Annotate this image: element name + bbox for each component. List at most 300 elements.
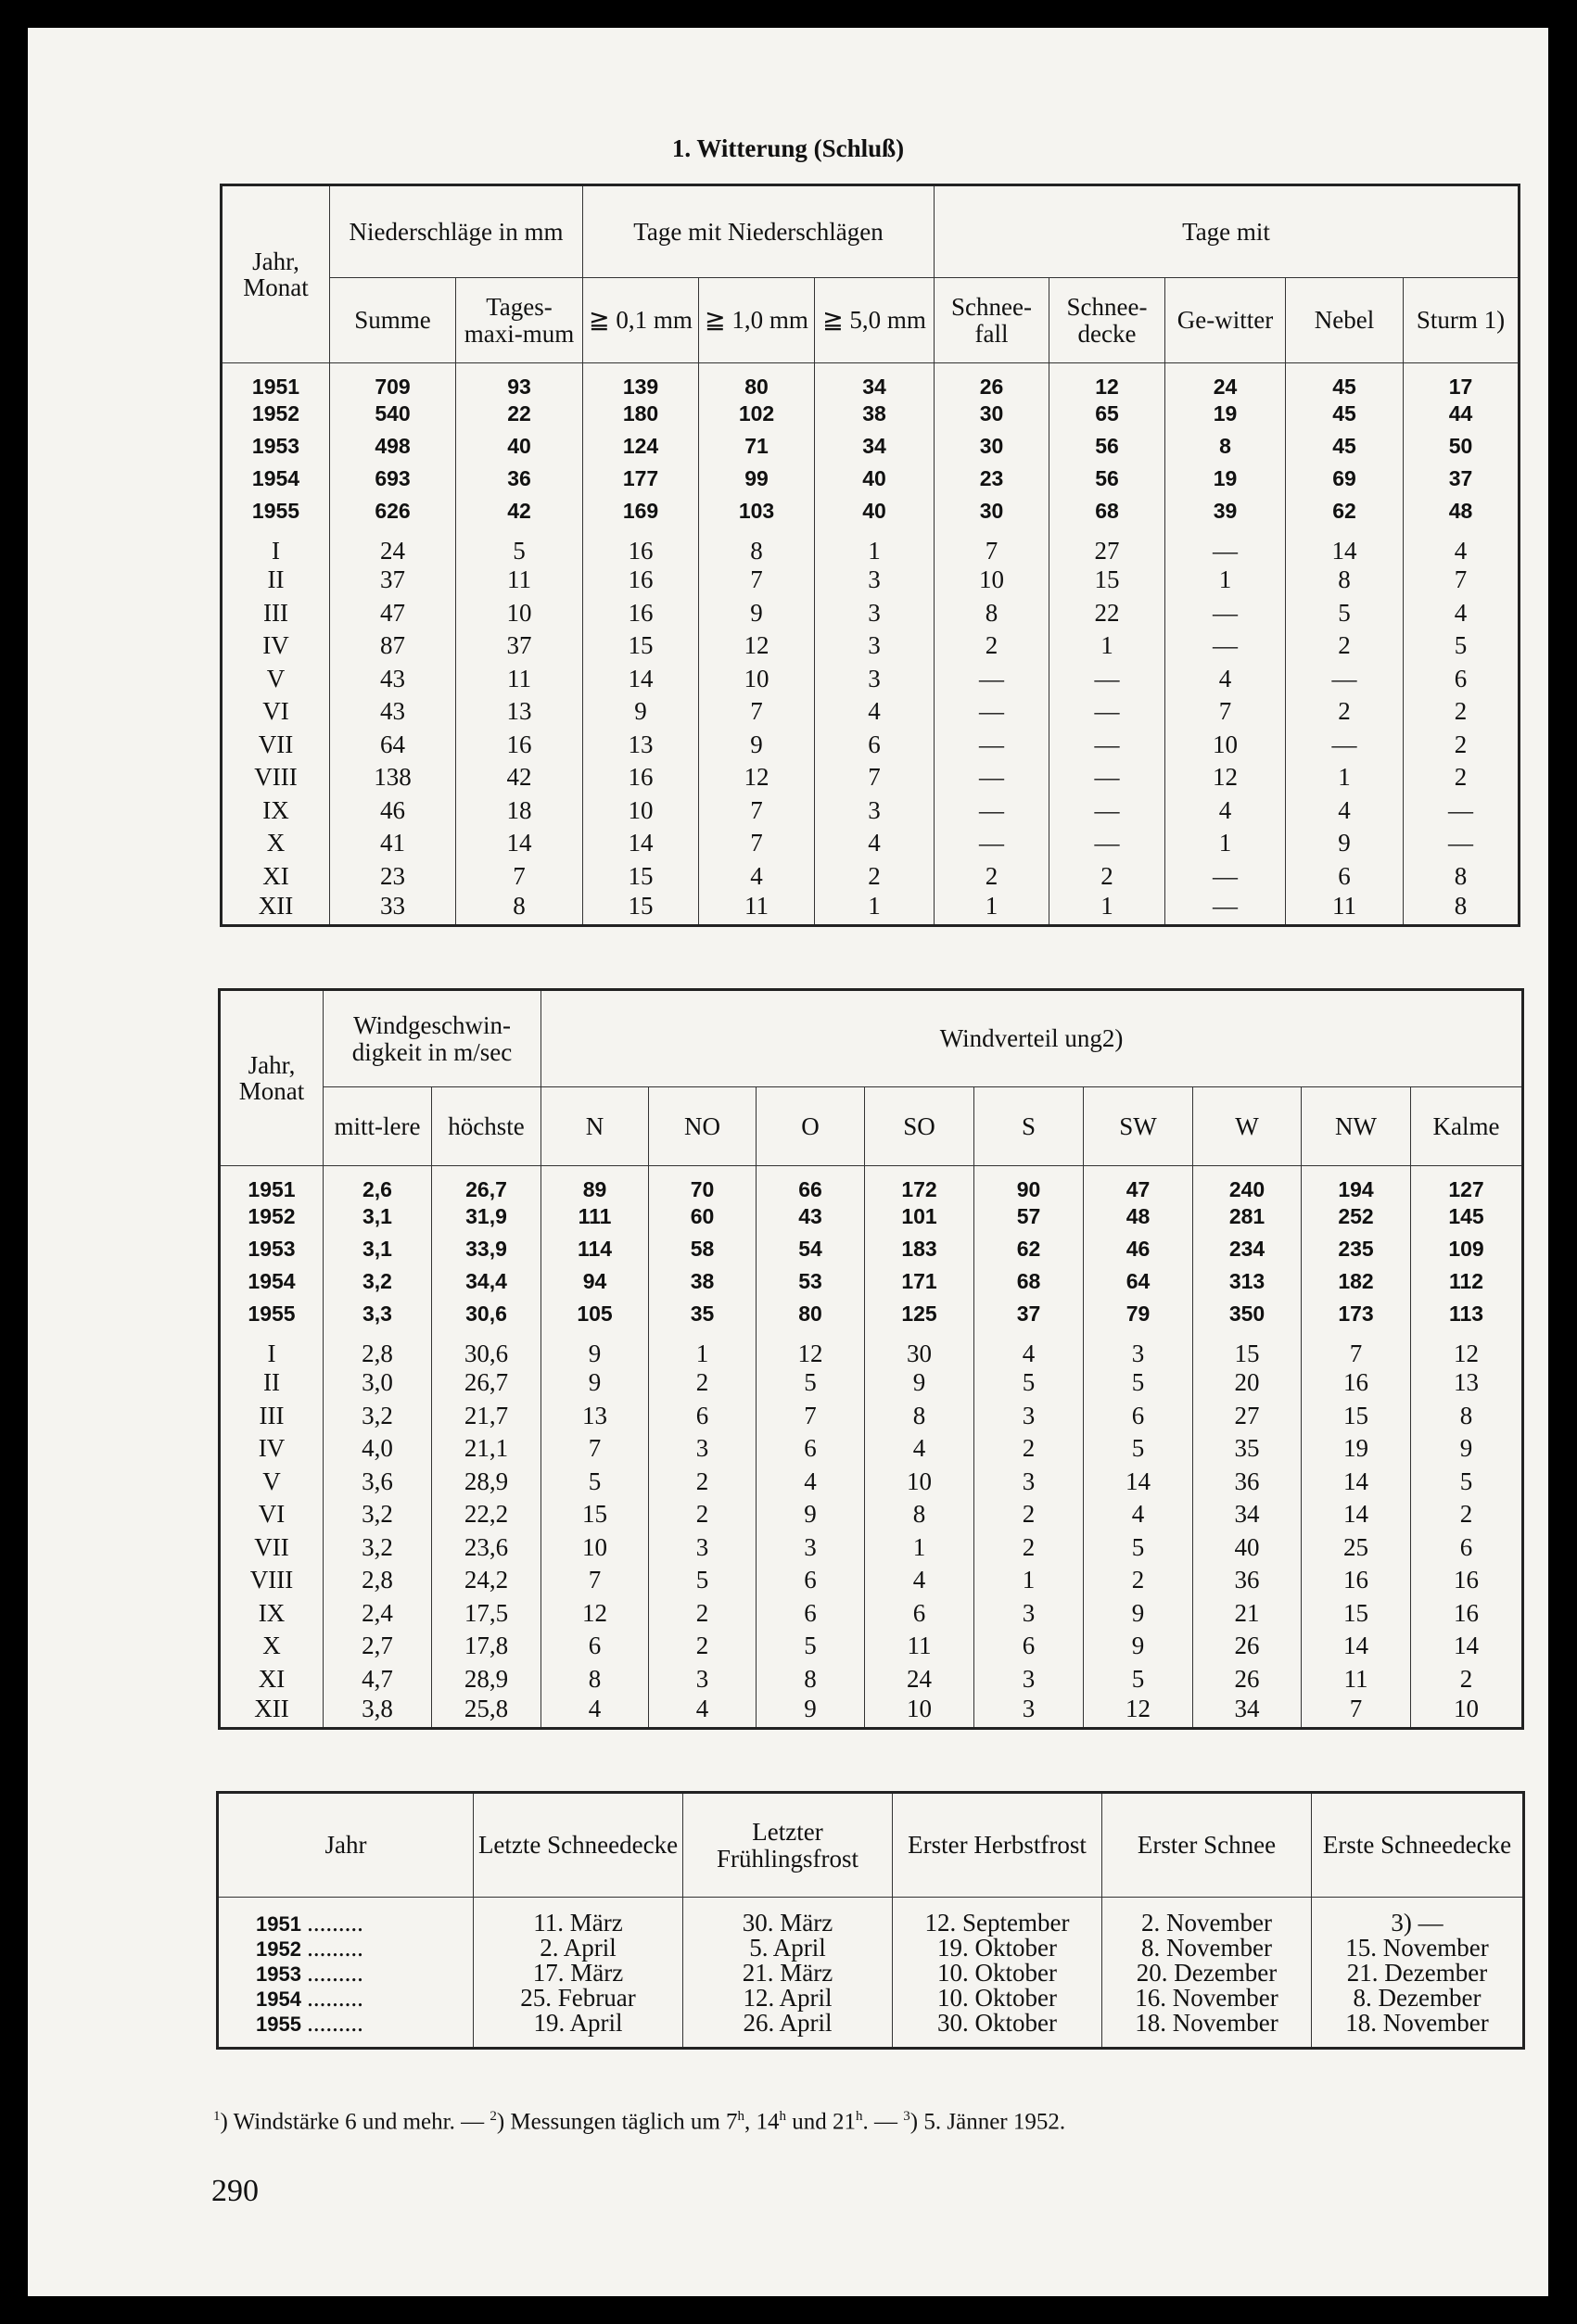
year-cell: 42 [456,495,583,527]
month-cell: 10 [541,1531,649,1565]
year-cell: 182 [1302,1265,1411,1298]
column-header: W [1193,1087,1302,1166]
month-cell: 3 [974,1597,1084,1631]
month-label: IV [222,629,330,663]
year-cell: 60 [649,1200,757,1233]
year-cell: 3,3 [324,1298,432,1330]
year-cell: 36 [456,463,583,495]
month-cell: 12 [1411,1330,1523,1366]
year-cell: 40 [815,495,935,527]
month-cell: 33 [330,893,456,926]
column-header: Schnee-decke [1049,278,1165,363]
column-header: SW [1084,1087,1193,1166]
month-cell: 7 [757,1400,865,1433]
month-cell: 9 [1286,827,1404,860]
year-cell: 22 [456,398,583,430]
month-cell: 138 [330,761,456,794]
year-cell: 30 [935,495,1049,527]
month-cell: 16 [583,761,699,794]
month-cell: — [1049,663,1165,696]
month-cell: 8 [456,893,583,926]
wind-table [218,988,1524,1730]
month-cell: 87 [330,629,456,663]
column-header: ≧ 1,0 mm [699,278,815,363]
month-cell: 13 [456,695,583,729]
year-cell: 38 [815,398,935,430]
month-cell: 30 [865,1330,974,1366]
header-windverteilung: Windverteil ung2) [541,990,1523,1087]
month-cell: 9 [757,1498,865,1531]
month-label: XII [222,893,330,926]
month-cell: 1 [865,1531,974,1565]
month-cell: 3 [974,1400,1084,1433]
year-cell: 68 [974,1265,1084,1298]
month-cell: 3 [815,663,935,696]
year-label: 1953 [222,430,330,463]
year-cell: 37 [1404,463,1520,495]
year-cell: 17 [1404,363,1520,399]
month-row [222,527,1520,564]
month-cell: 3 [649,1531,757,1565]
column-header: höchste [432,1087,541,1166]
month-cell: 2 [935,860,1049,894]
month-row [220,1400,1523,1433]
month-cell: 2 [1411,1498,1523,1531]
month-cell: 14 [1302,1466,1411,1499]
year-cell: 80 [757,1298,865,1330]
month-cell: 4 [815,827,935,860]
frost-snow-table [216,1791,1525,2050]
month-cell: — [1165,629,1286,663]
month-cell: 11 [456,564,583,597]
month-cell: 34 [1193,1695,1302,1729]
month-cell: — [1049,794,1165,828]
month-cell: — [1404,827,1520,860]
month-cell: 30,6 [432,1330,541,1366]
month-cell: 13 [583,729,699,762]
month-cell: 3 [1084,1330,1193,1366]
date-cell: 8. Dezember [1312,1986,1524,2011]
year-cell: 37 [974,1298,1084,1330]
column-header: Erster Herbstfrost [893,1793,1102,1898]
date-cell: 16. November [1102,1986,1312,2011]
year-cell: 58 [649,1233,757,1265]
year-label: 1952 ......... [218,1936,474,1961]
year-cell: 94 [541,1265,649,1298]
year-cell: 57 [974,1200,1084,1233]
date-cell: 2. November [1102,1898,1312,1937]
month-cell: 8 [865,1498,974,1531]
date-cell: 26. April [683,2011,893,2049]
month-cell: 6 [649,1400,757,1433]
month-cell: 47 [330,597,456,630]
month-row [222,564,1520,597]
column-header: Tages-maxi-mum [456,278,583,363]
year-cell: 44 [1404,398,1520,430]
column-header: NW [1302,1087,1411,1166]
month-cell: 2 [649,1498,757,1531]
header-jahr-monat-2: Jahr, Monat [220,990,324,1166]
month-cell: 11 [1286,893,1404,926]
month-cell: 4 [1404,527,1520,564]
month-cell: 43 [330,695,456,729]
month-cell: — [935,663,1049,696]
month-cell: 13 [1411,1366,1523,1400]
year-cell: 102 [699,398,815,430]
month-cell: 2 [1404,729,1520,762]
month-cell: 26 [1193,1663,1302,1696]
month-cell: 37 [456,629,583,663]
date-cell: 25. Februar [474,1986,683,2011]
month-cell: 1 [815,893,935,926]
month-cell: 7 [815,761,935,794]
month-cell: 4 [1165,794,1286,828]
year-row [218,1961,1524,1986]
month-cell: 5 [456,527,583,564]
month-cell: 3,2 [324,1498,432,1531]
year-cell: 26,7 [432,1166,541,1201]
month-label: III [222,597,330,630]
month-label: VI [220,1498,324,1531]
month-cell: 4 [649,1695,757,1729]
month-cell: 15 [541,1498,649,1531]
month-cell: 8 [1404,860,1520,894]
month-cell: 7 [1165,695,1286,729]
column-header: Summe [330,278,456,363]
year-cell: 124 [583,430,699,463]
month-label: IV [220,1432,324,1466]
month-cell: 14 [1302,1630,1411,1663]
month-cell: 8 [1286,564,1404,597]
year-label: 1955 [220,1298,324,1330]
month-cell: 16 [456,729,583,762]
month-cell: 21 [1193,1597,1302,1631]
month-cell: 9 [1084,1597,1193,1631]
year-row [222,398,1520,430]
year-cell: 177 [583,463,699,495]
month-cell: 19 [1302,1432,1411,1466]
month-cell: 6 [757,1564,865,1597]
month-label: IX [222,794,330,828]
month-cell: — [935,761,1049,794]
date-cell: 12. April [683,1986,893,2011]
year-cell: 693 [330,463,456,495]
month-cell: 7 [456,860,583,894]
month-cell: 12 [1084,1695,1193,1729]
month-cell: — [1286,729,1404,762]
month-cell: 27 [1193,1400,1302,1433]
month-cell: 2 [1286,629,1404,663]
month-cell: 2,8 [324,1330,432,1366]
month-cell: 10 [583,794,699,828]
month-cell: 15 [1049,564,1165,597]
month-cell: 2 [974,1531,1084,1565]
month-cell: — [935,695,1049,729]
column-header: SO [865,1087,974,1166]
month-cell: 40 [1193,1531,1302,1565]
year-cell: 240 [1193,1166,1302,1201]
footnote: $^1$) Windstärke 6 und mehr. — $^2$) Messungen täglich um 7$^h$, 14$^h$ und 21$^h$. — $^3$) 5. Jänner 1952. [213,2109,1066,2135]
date-cell: 18. November [1312,2011,1524,2049]
month-cell: 1 [974,1564,1084,1597]
month-cell: 4 [974,1330,1084,1366]
month-cell: 35 [1193,1432,1302,1466]
date-cell: 19. Oktober [893,1936,1102,1961]
year-cell: 709 [330,363,456,399]
year-cell: 64 [1084,1265,1193,1298]
month-cell: 7 [1302,1330,1411,1366]
year-label: 1952 [222,398,330,430]
year-cell: 173 [1302,1298,1411,1330]
year-cell: 45 [1286,363,1404,399]
year-cell: 99 [699,463,815,495]
month-cell: 2 [815,860,935,894]
year-cell: 234 [1193,1233,1302,1265]
year-cell: 12 [1049,363,1165,399]
date-cell: 8. November [1102,1936,1312,1961]
month-cell: 5 [974,1366,1084,1400]
month-cell: 12 [757,1330,865,1366]
month-cell: 12 [699,629,815,663]
page [28,28,1548,2296]
year-cell: 68 [1049,495,1165,527]
year-cell: 38 [649,1265,757,1298]
month-cell: 2 [974,1498,1084,1531]
year-cell: 90 [974,1166,1084,1201]
month-row [220,1498,1523,1531]
year-cell: 34,4 [432,1265,541,1298]
month-cell: 37 [330,564,456,597]
month-cell: 25,8 [432,1695,541,1729]
month-row [220,1695,1523,1729]
month-cell: — [935,794,1049,828]
year-cell: 30 [935,398,1049,430]
month-cell: 14 [1411,1630,1523,1663]
year-cell: 54 [757,1233,865,1265]
month-cell: 6 [974,1630,1084,1663]
column-header: Ge-witter [1165,278,1286,363]
month-cell: 22 [1049,597,1165,630]
month-cell: 16 [583,597,699,630]
month-cell: 7 [541,1564,649,1597]
year-cell: 498 [330,430,456,463]
month-cell: 26,7 [432,1366,541,1400]
month-cell: 3 [815,629,935,663]
header-windgeschwindigkeit: Windgeschwin-digkeit in m/sec [324,990,541,1087]
column-header: O [757,1087,865,1166]
year-cell: 34 [815,430,935,463]
month-row [222,729,1520,762]
year-label: 1954 [222,463,330,495]
month-cell: 10 [865,1466,974,1499]
year-cell: 101 [865,1200,974,1233]
month-cell: 5 [1084,1432,1193,1466]
month-cell: 7 [699,827,815,860]
date-cell: 20. Dezember [1102,1961,1312,1986]
month-cell: 2 [649,1366,757,1400]
month-cell: 8 [699,527,815,564]
month-cell: 2 [1411,1663,1523,1696]
year-cell: 69 [1286,463,1404,495]
year-cell: 19 [1165,463,1286,495]
year-cell: 56 [1049,463,1165,495]
month-cell: — [1049,761,1165,794]
month-cell: 17,8 [432,1630,541,1663]
month-cell: 2 [974,1432,1084,1466]
year-row [220,1200,1523,1233]
month-cell: 5 [1084,1366,1193,1400]
year-cell: 39 [1165,495,1286,527]
month-cell: — [935,827,1049,860]
year-cell: 71 [699,430,815,463]
year-cell: 111 [541,1200,649,1233]
month-row [220,1630,1523,1663]
month-cell: 36 [1193,1564,1302,1597]
month-cell: 6 [541,1630,649,1663]
column-header: NO [649,1087,757,1166]
year-cell: 80 [699,363,815,399]
month-cell: 12 [1165,761,1286,794]
year-cell: 2,6 [324,1166,432,1201]
month-cell: 2 [1049,860,1165,894]
month-cell: — [1286,663,1404,696]
date-cell: 30. März [683,1898,893,1937]
year-label: 1953 [220,1233,324,1265]
month-cell: 28,9 [432,1663,541,1696]
month-cell: 36 [1193,1466,1302,1499]
year-cell: 252 [1302,1200,1411,1233]
month-cell: 6 [865,1597,974,1631]
month-cell: 15 [583,860,699,894]
month-cell: 1 [1049,629,1165,663]
month-cell: 1 [935,893,1049,926]
column-header: Erster Schnee [1102,1793,1312,1898]
month-cell: 10 [1411,1695,1523,1729]
date-cell: 30. Oktober [893,2011,1102,2049]
month-cell: 2 [1404,761,1520,794]
column-header: mitt-lere [324,1087,432,1166]
year-cell: 70 [649,1166,757,1201]
month-cell: 7 [699,564,815,597]
year-row [220,1265,1523,1298]
year-label: 1951 [220,1166,324,1201]
date-cell: 17. März [474,1961,683,1986]
date-cell: 19. April [474,2011,683,2049]
month-cell: 3 [649,1432,757,1466]
month-cell: 2 [935,629,1049,663]
month-label: V [222,663,330,696]
year-cell: 125 [865,1298,974,1330]
year-label: 1953 ......... [218,1961,474,1986]
column-header: N [541,1087,649,1166]
month-cell: 14 [583,827,699,860]
month-cell: 4 [1286,794,1404,828]
month-cell: 8 [1411,1400,1523,1433]
month-label: II [222,564,330,597]
month-cell: 24,2 [432,1564,541,1597]
month-cell: 9 [541,1330,649,1366]
month-row [222,695,1520,729]
year-row [218,1936,1524,1961]
month-cell: 6 [815,729,935,762]
year-row [222,495,1520,527]
year-cell: 19 [1165,398,1286,430]
year-cell: 109 [1411,1233,1523,1265]
month-cell: 2 [1404,695,1520,729]
month-row [220,1663,1523,1696]
year-cell: 35 [649,1298,757,1330]
month-cell: 24 [330,527,456,564]
year-cell: 33,9 [432,1233,541,1265]
month-cell: 23 [330,860,456,894]
month-row [220,1366,1523,1400]
month-cell: 8 [865,1400,974,1433]
month-cell: 1 [1165,827,1286,860]
month-cell: 11 [456,663,583,696]
column-header: Erste Schneedecke [1312,1793,1524,1898]
year-cell: 79 [1084,1298,1193,1330]
month-cell: 9 [1411,1432,1523,1466]
month-cell: 13 [541,1400,649,1433]
month-row [220,1531,1523,1565]
date-cell: 15. November [1312,1936,1524,1961]
month-label: VIII [222,761,330,794]
month-cell: 11 [1302,1663,1411,1696]
month-cell: 17,5 [432,1597,541,1631]
month-cell: 3,0 [324,1366,432,1400]
year-cell: 105 [541,1298,649,1330]
year-cell: 30,6 [432,1298,541,1330]
month-cell: 9 [583,695,699,729]
month-cell: 8 [1404,893,1520,926]
month-cell: 6 [757,1432,865,1466]
month-cell: 10 [865,1695,974,1729]
month-cell: 4,0 [324,1432,432,1466]
year-label: 1951 [222,363,330,399]
year-cell: 127 [1411,1166,1523,1201]
month-cell: 1 [815,527,935,564]
month-cell: 6 [1084,1400,1193,1433]
year-cell: 194 [1302,1166,1411,1201]
month-cell: 16 [583,527,699,564]
month-row [222,597,1520,630]
month-label: VI [222,695,330,729]
year-label: 1955 [222,495,330,527]
month-cell: 3 [974,1663,1084,1696]
year-cell: 56 [1049,430,1165,463]
year-cell: 65 [1049,398,1165,430]
month-cell: 16 [1302,1564,1411,1597]
month-cell: 2 [1084,1564,1193,1597]
month-cell: 9 [699,729,815,762]
year-cell: 34 [815,363,935,399]
date-cell: 11. März [474,1898,683,1937]
year-cell: 23 [935,463,1049,495]
year-cell: 3,1 [324,1233,432,1265]
month-cell: 4 [1404,597,1520,630]
year-row [220,1233,1523,1265]
month-cell: 4 [865,1564,974,1597]
month-label: VII [222,729,330,762]
month-cell: 14 [583,663,699,696]
month-row [220,1466,1523,1499]
column-header: Jahr [218,1793,474,1898]
month-cell: 6 [1286,860,1404,894]
year-cell: 62 [974,1233,1084,1265]
month-label: X [222,827,330,860]
month-cell: 6 [757,1597,865,1631]
month-cell: 7 [1302,1695,1411,1729]
